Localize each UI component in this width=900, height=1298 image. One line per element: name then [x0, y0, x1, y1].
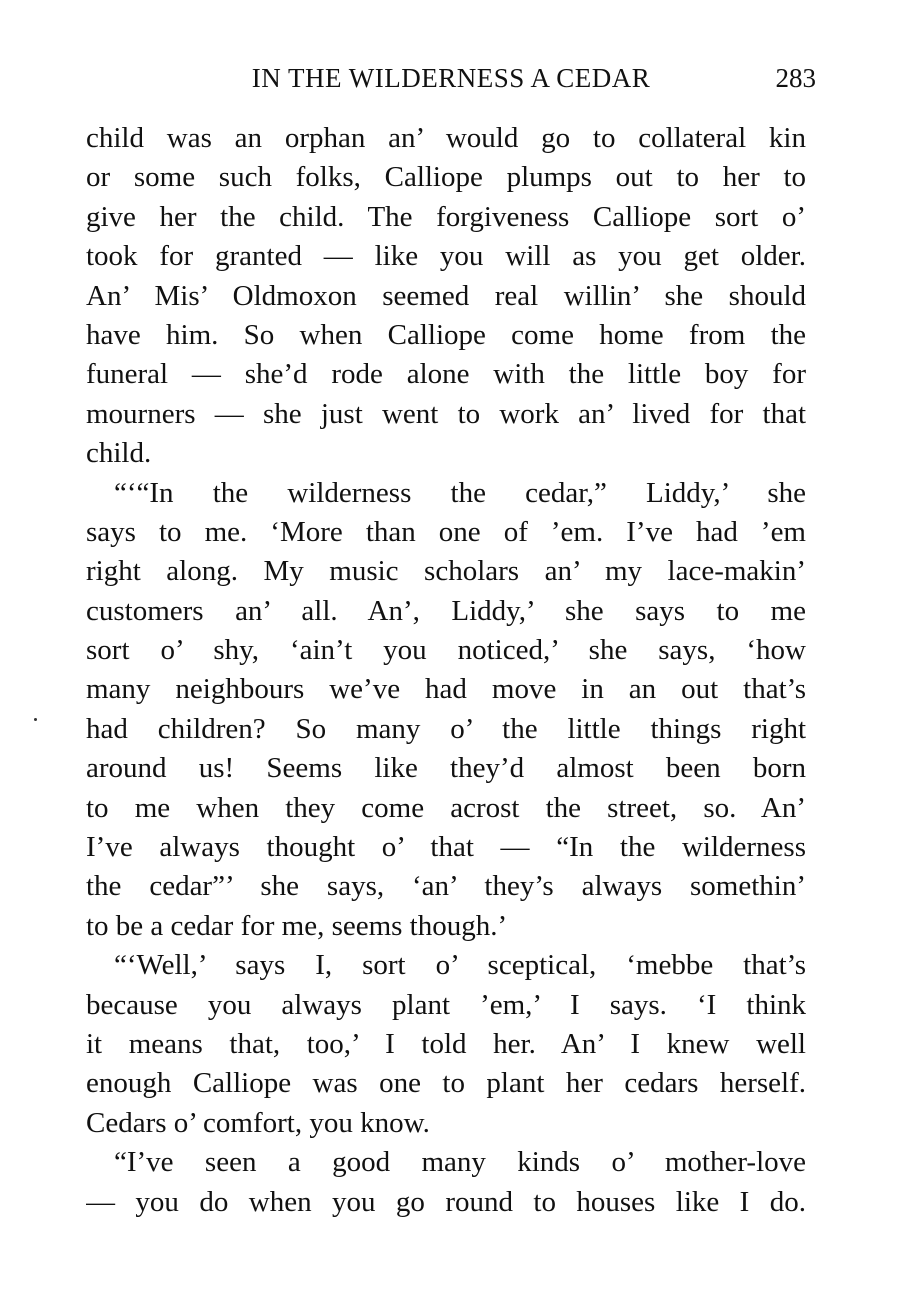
text-line-28: — you do when you go round to houses like I do. — [86, 1185, 806, 1218]
running-title: IN THE WILDERNESS A CEDAR — [251, 63, 651, 93]
text-line-17: around us! Seems like they’d almost been born — [86, 752, 806, 785]
text-line-21: to be a cedar for me, seems though.’ — [86, 909, 508, 942]
text-line-20: the cedar”’ she says, ‘an’ they’s always somethin’ — [86, 870, 806, 903]
text-line-26: Cedars o’ comfort, you know. — [86, 1106, 430, 1139]
text-line-2: or some such folks, Calliope plumps out to her to — [86, 161, 806, 194]
text-line-3: give her the child. The forgiveness Calliope sort o’ — [86, 200, 806, 233]
text-line-8: mourners — she just went to work an’ lived for that — [86, 397, 806, 430]
text-line-16: had children? So many o’ the little things right — [86, 712, 806, 745]
text-line-24: it means that, too,’ I told her. An’ I knew well — [86, 1027, 806, 1060]
page-number: 283 — [775, 63, 816, 93]
ink-speck — [34, 718, 37, 721]
text-line-19: I’ve always thought o’ that — “In the wilderness — [86, 831, 806, 864]
text-line-25: enough Calliope was one to plant her cedars herself. — [86, 1067, 806, 1100]
text-line-10: “‘“In the wilderness the cedar,” Liddy,’ she — [114, 476, 806, 509]
text-line-11: says to me. ‘More than one of ’em. I’ve had ’em — [86, 515, 806, 548]
text-line-4: took for granted — like you will as you get older. — [86, 240, 806, 273]
text-line-22: “‘Well,’ says I, sort o’ sceptical, ‘mebbe that’s — [114, 949, 806, 982]
body-text — [86, 119, 806, 1222]
text-line-14: sort o’ shy, ‘ain’t you noticed,’ she says, ‘how — [86, 634, 806, 667]
text-line-18: to me when they come acrost the street, so. An’ — [86, 791, 806, 824]
text-line-7: funeral — she’d rode alone with the little boy for — [86, 358, 806, 391]
text-line-15: many neighbours we’ve had move in an out that’s — [86, 673, 806, 706]
running-header — [86, 60, 816, 96]
text-line-6: have him. So when Calliope come home from the — [86, 318, 806, 351]
text-line-1: child was an orphan an’ would go to collateral kin — [86, 122, 806, 154]
text-line-12: right along. My music scholars an’ my lace-makin’ — [86, 555, 806, 588]
text-line-9: child. — [86, 437, 152, 470]
text-line-23: because you always plant ’em,’ I says. ‘I think — [86, 988, 806, 1021]
text-line-27: “I’ve seen a good many kinds o’ mother-love — [114, 1146, 806, 1179]
text-line-13: customers an’ all. An’, Liddy,’ she says to me — [86, 594, 806, 627]
text-line-5: An’ Mis’ Oldmoxon seemed real willin’ she should — [86, 279, 806, 312]
